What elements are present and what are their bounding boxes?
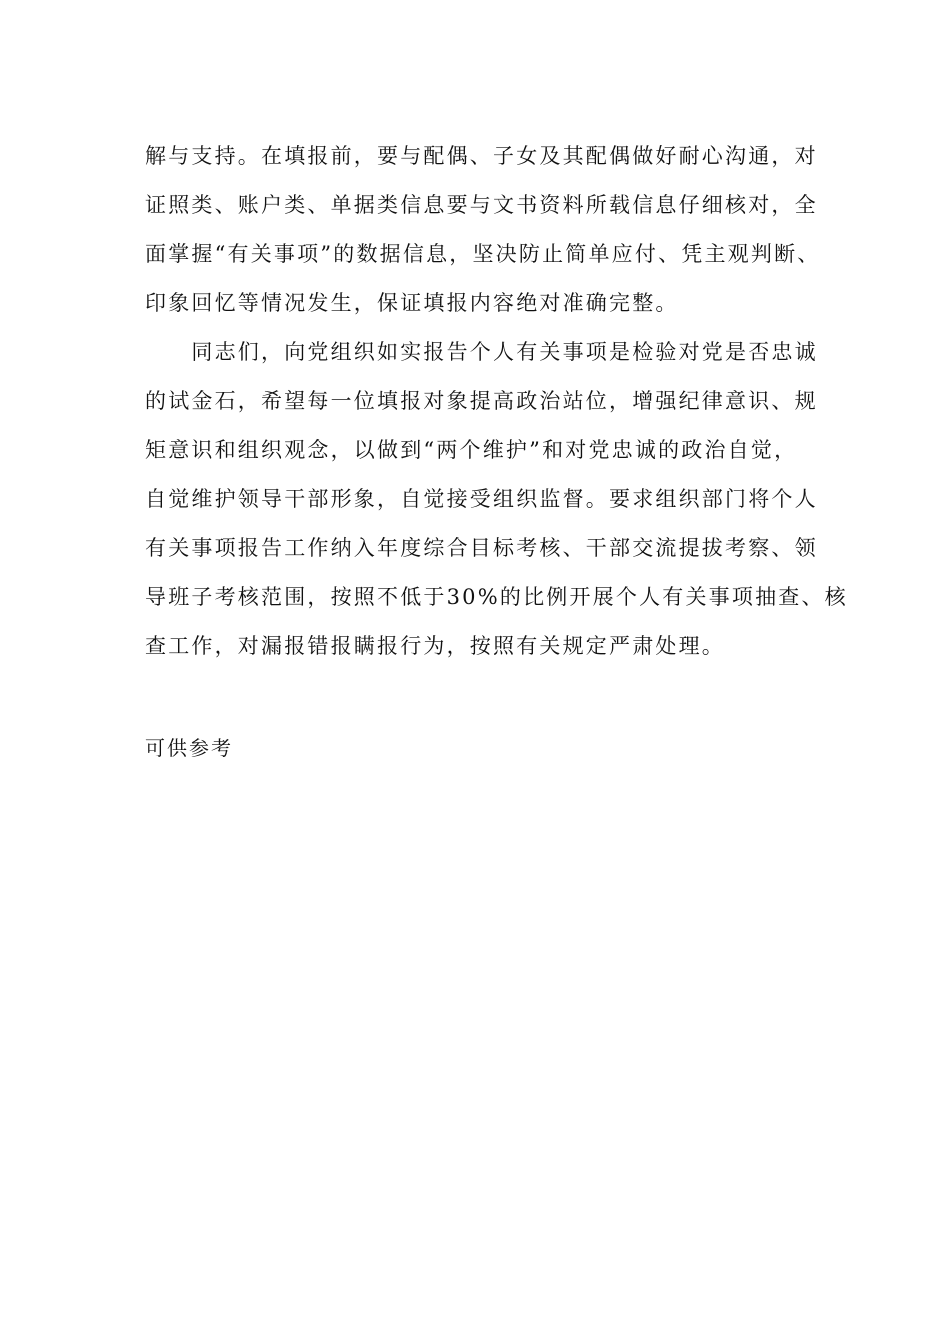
paragraph-2 [145,328,848,671]
text-line: 矩意识和组织观念，以做到“两个维护”和对党忠诚的政治自觉， [145,438,798,462]
paragraph-1 [145,132,825,328]
text-line: 同志们，向党组织如实报告个人有关事项是检验对党是否忠诚 [145,340,818,364]
text-line: 有关事项报告工作纳入年度综合目标考核、干部交流提拔考察、领 [145,536,818,560]
text-line: 自觉维护领导干部形象，自觉接受组织监督。要求组织部门将个人 [145,487,818,511]
text-line: 证照类、账户类、单据类信息要与文书资料所载信息仔细核对，全 [145,193,818,217]
text-line: 印象回忆等情况发生，保证填报内容绝对准确完整。 [145,291,679,315]
text-line: 查工作，对漏报错报瞒报行为，按照有关规定严肃处理。 [145,634,725,658]
text-line: 导班子考核范围，按照不低于30%的比例开展个人有关事项抽查、核 [145,585,848,609]
document-body [145,132,848,671]
text-line: 的试金石，希望每一位填报对象提高政治站位，增强纪律意识、规 [145,389,818,413]
text-line: 面掌握“有关事项”的数据信息，坚决防止简单应付、凭主观判断、 [145,242,821,266]
reference-note: 可供参考 [145,736,233,760]
text-line: 解与支持。在填报前，要与配偶、子女及其配偶做好耐心沟通，对 [145,144,818,168]
